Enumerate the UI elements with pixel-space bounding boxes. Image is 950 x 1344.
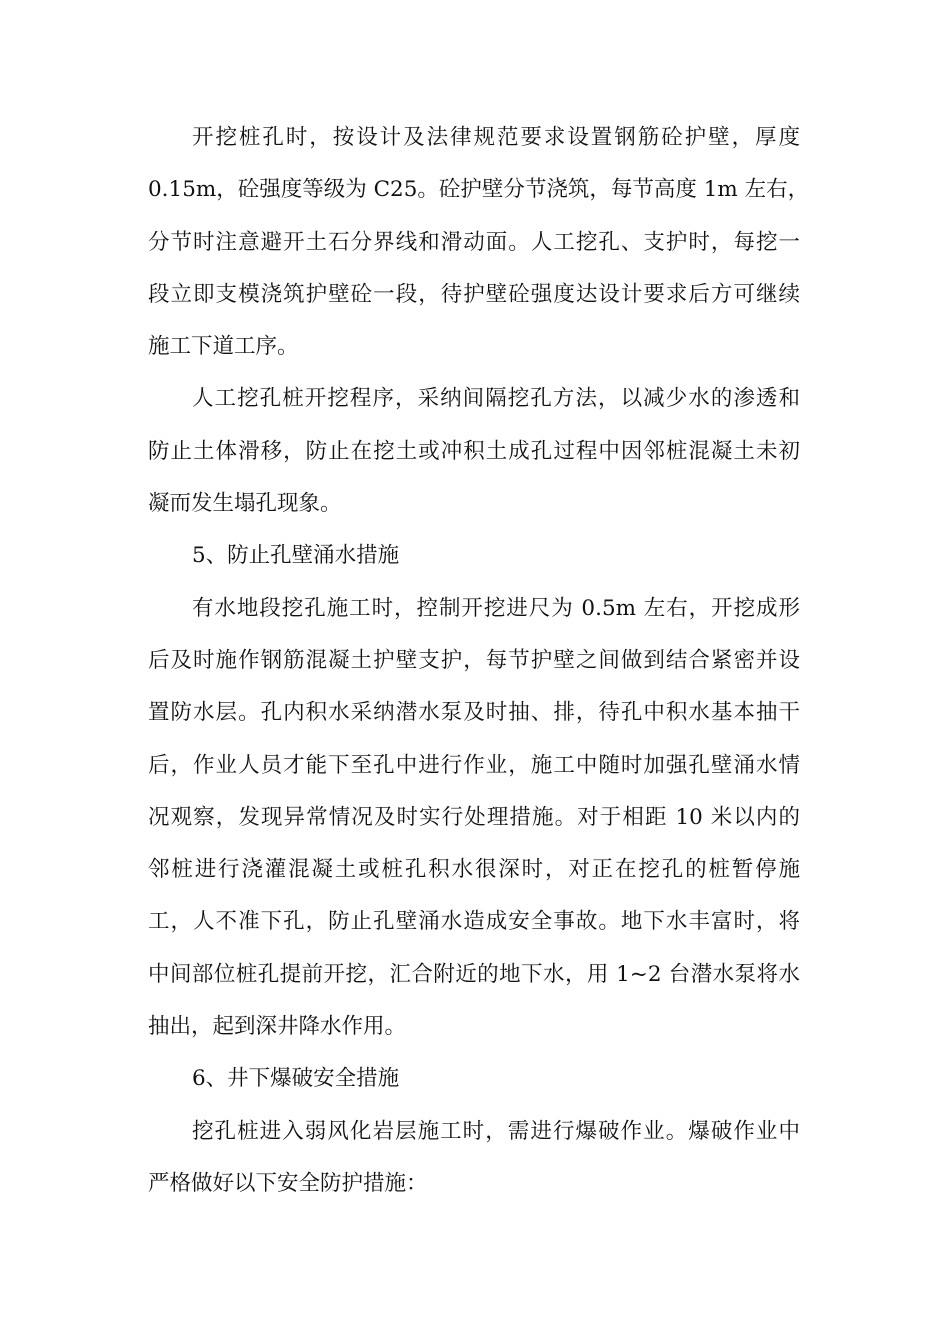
document-body <box>148 112 810 1210</box>
paragraph-line: 施工下道工序。 <box>148 334 299 360</box>
paragraph-line: 置防水层。孔内积水采纳潜水泵及时抽、排，待孔中积水基本抽干 <box>148 700 800 726</box>
paragraph-line: 开挖桩孔时，按设计及法律规范要求设置钢筋砼护壁，厚度 <box>192 125 800 150</box>
paragraph-line: 有水地段挖孔施工时，控制开挖进尺为 0.5m 左右，开挖成形 <box>192 595 800 621</box>
paragraph-line: 邻桩进行浇灌混凝土或桩孔积水很深时，对正在挖孔的桩暂停施 <box>148 857 800 883</box>
paragraph-line: 人工挖孔桩开挖程序，采纳间隔挖孔方法，以减少水的渗透和 <box>192 386 800 412</box>
paragraph-line: 凝而发生塌孔现象。 <box>148 491 342 517</box>
section-heading: 5、防止孔壁涌水措施 <box>192 543 400 569</box>
paragraph-line: 分节时注意避开土石分界线和滑动面。人工挖孔、支护时，每挖一 <box>148 229 800 255</box>
section-heading: 6、井下爆破安全措施 <box>192 1066 400 1092</box>
paragraph-line: 0.15m，砼强度等级为 C25。砼护壁分节浇筑，每节高度 1m 左右， <box>148 177 810 203</box>
paragraph-line: 抽出，起到深井降水作用。 <box>148 1014 407 1040</box>
paragraph-line: 严格做好以下安全防护措施： <box>148 1170 428 1196</box>
paragraph-line: 后及时施作钢筋混凝土护壁支护，每节护壁之间做到结合紧密并设 <box>148 647 800 673</box>
paragraph-line: 防止土体滑移，防止在挖土或冲积土成孔过程中因邻桩混凝土未初 <box>148 438 800 464</box>
paragraph-line: 工，人不准下孔，防止孔壁涌水造成安全事故。地下水丰富时，将 <box>148 909 800 935</box>
paragraph-line: 况观察，发现异常情况及时实行处理措施。对于相距 10 米以内的 <box>148 804 800 830</box>
paragraph-line: 后，作业人员才能下至孔中进行作业，施工中随时加强孔壁涌水情 <box>148 752 800 778</box>
paragraph-line: 中间部位桩孔提前开挖，汇合附近的地下水，用 1~2 台潜水泵将水 <box>148 961 800 987</box>
paragraph-line: 段立即支模浇筑护壁砼一段，待护壁砼强度达设计要求后方可继续 <box>148 281 800 307</box>
paragraph-line: 挖孔桩进入弱风化岩层施工时，需进行爆破作业。爆破作业中 <box>192 1118 800 1144</box>
